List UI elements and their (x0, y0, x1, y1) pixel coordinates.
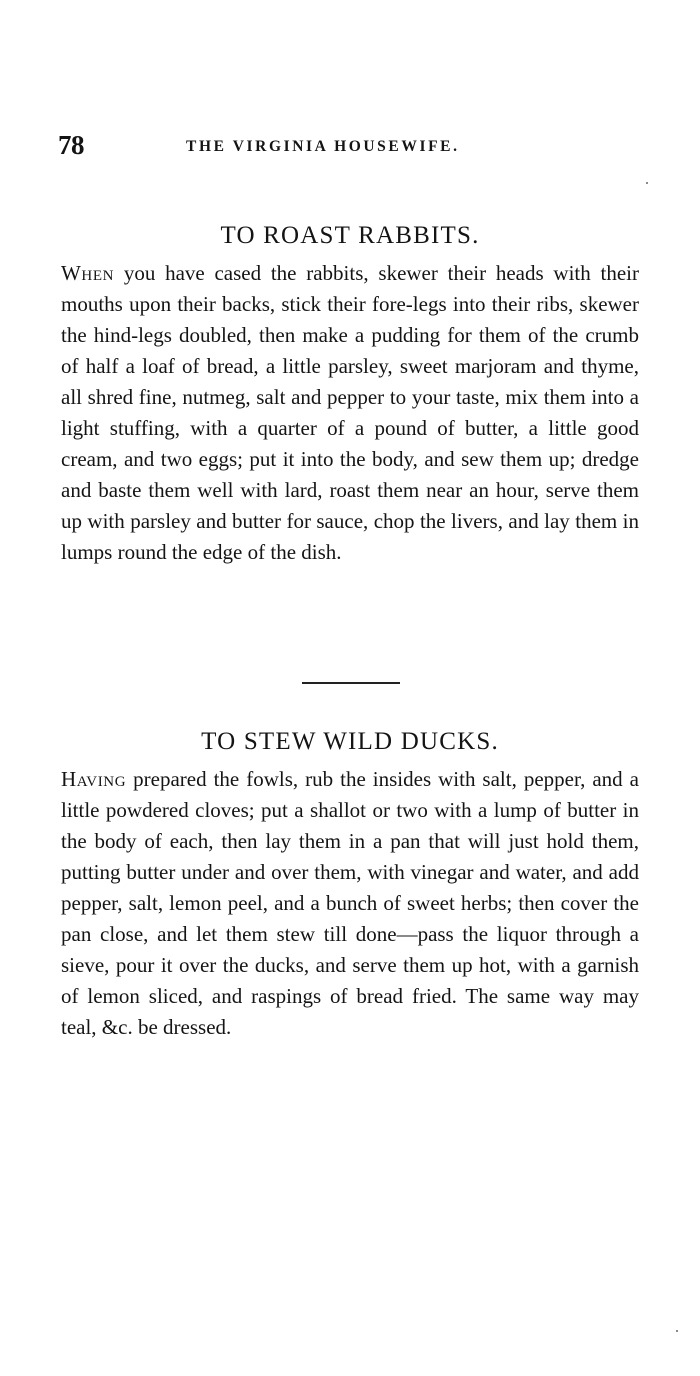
page-number: 78 (58, 130, 84, 160)
recipe-body-stew-wild-ducks (61, 764, 639, 1043)
running-title: THE VIRGINIA HOUSEWIFE. (186, 138, 460, 155)
recipe-body-text: prepared the fowls, rub the insides with salt, pepper, and a little powdered cloves; put a shallot or two with a lump of butter in the body of each, then lay them in a pan that will just hold them, putting butter under and over them, with vinegar and water, and add pepper, salt, lemon peel, and a bunch of sweet herbs; then cover the pan close, and let them stew till done—pass the liquor through a sieve, pour it over the ducks, and serve them up hot, with a garnish of lemon sliced, and raspings of bread fried. The same way may teal, &c. be dressed. (61, 767, 639, 1039)
recipe-heading-roast-rabbits: TO ROAST RABBITS. (220, 222, 480, 249)
paper-speck (676, 1330, 678, 1332)
recipe-heading-stew-wild-ducks: TO STEW WILD DUCKS. (201, 728, 499, 755)
recipe-body-roast-rabbits (61, 258, 639, 568)
recipe-body-text: you have cased the rabbits, skewer their heads with their mouths upon their backs, stick their fore-legs into their ribs, skewer the hind-legs doubled, then make a pudding for them of the crumb of half a loaf of bread, a little parsley, sweet marjoram and thyme, all shred fine, nutmeg, salt and pepper to your taste, mix them into a light stuffing, with a quarter of a pound of butter, a little good cream, and two eggs; put it into the body, and sew them up; dredge and baste them well with lard, roast them near an hour, serve them up with parsley and butter for sauce, chop the livers, and lay them in lumps round the edge of the dish. (61, 261, 639, 564)
paper-speck (646, 182, 648, 184)
recipe-first-word: Having (61, 767, 127, 791)
recipe-first-word: When (61, 261, 115, 285)
running-head (58, 130, 638, 164)
section-divider (302, 682, 400, 684)
